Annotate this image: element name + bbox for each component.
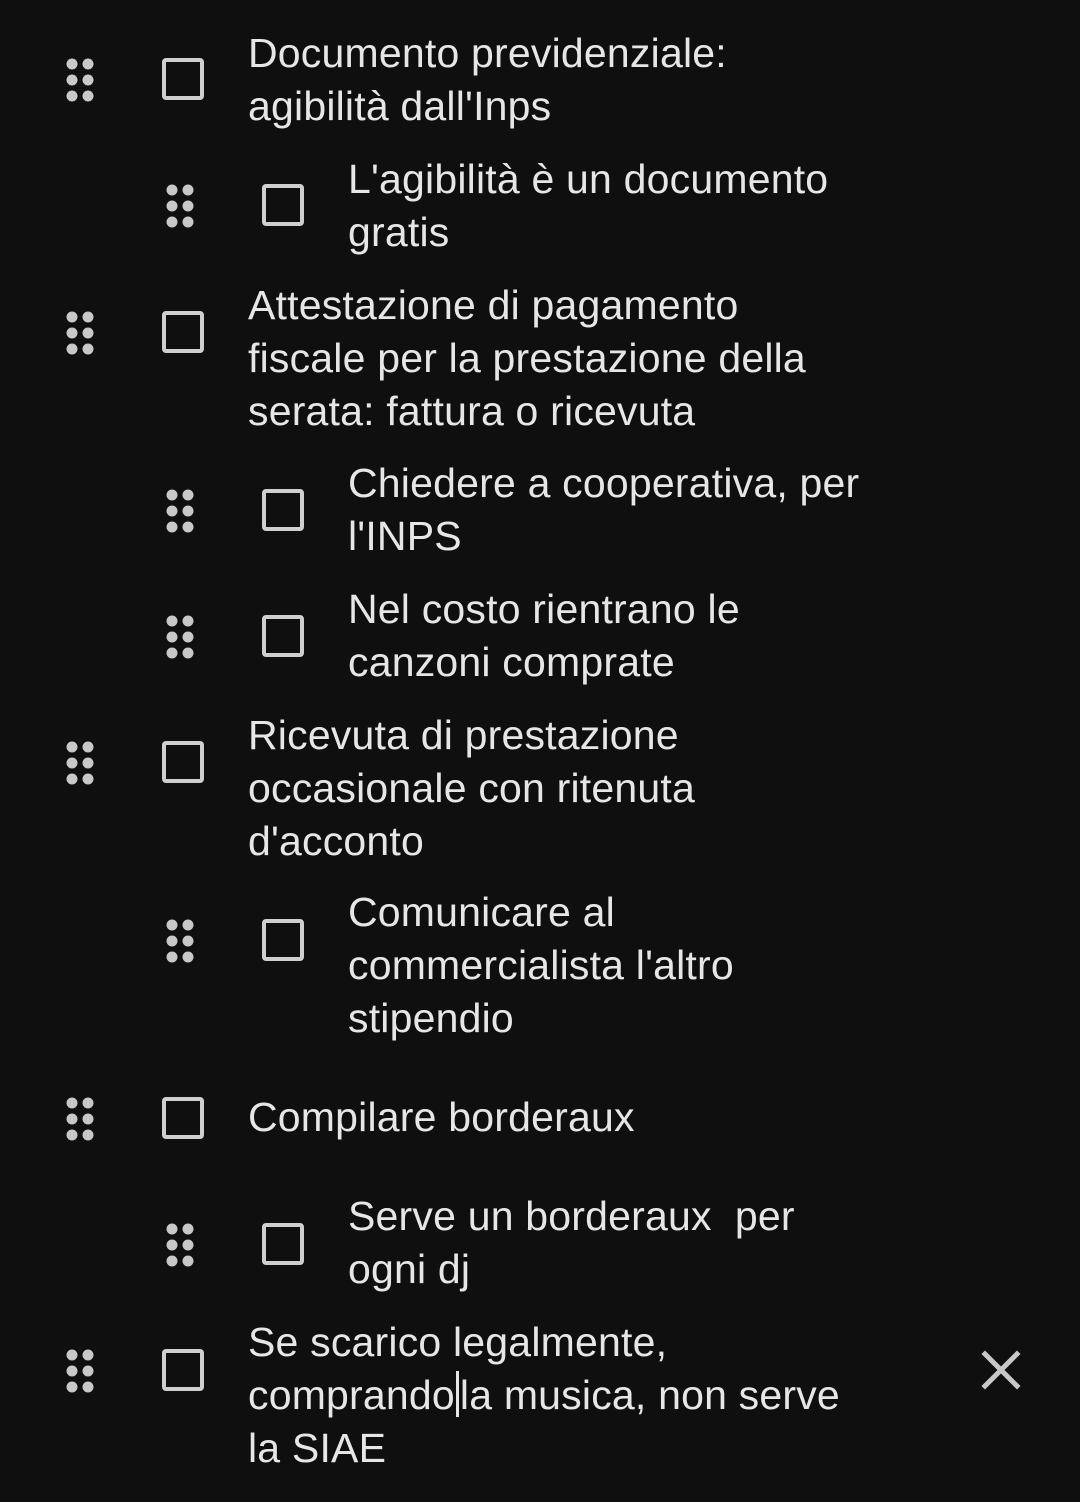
item-text[interactable] [248, 1091, 635, 1144]
drag-handle-icon[interactable] [66, 58, 94, 102]
item-checkbox[interactable] [262, 1223, 304, 1265]
item-text[interactable] [348, 1190, 795, 1296]
item-checkbox[interactable] [262, 919, 304, 961]
item-text-line: Serve un borderaux per [348, 1193, 795, 1239]
item-text[interactable] [248, 709, 695, 868]
item-text-line: agibilità dall'Inps [248, 83, 552, 129]
item-text-line: Nel costo rientrano le [348, 586, 740, 632]
item-text-line: stipendio [348, 995, 514, 1041]
item-text-editor[interactable] [248, 1316, 840, 1475]
item-checkbox[interactable] [162, 1349, 204, 1391]
item-checkbox[interactable] [262, 184, 304, 226]
text-caret [456, 1371, 459, 1417]
item-checkbox[interactable] [162, 58, 204, 100]
item-text-line: la SIAE [248, 1425, 387, 1471]
item-text[interactable] [348, 153, 828, 259]
item-text-line: gratis [348, 209, 450, 255]
drag-handle-icon[interactable] [166, 184, 194, 228]
item-text[interactable] [248, 279, 806, 438]
item-text-line: Se scarico legalmente, [248, 1319, 668, 1365]
item-checkbox[interactable] [162, 741, 204, 783]
item-checkbox[interactable] [162, 1097, 204, 1139]
item-text[interactable] [348, 583, 740, 689]
item-text[interactable] [248, 27, 727, 133]
item-text-line: serata: fattura o ricevuta [248, 388, 696, 434]
item-text-line: Comunicare al [348, 889, 615, 935]
drag-handle-icon[interactable] [166, 489, 194, 533]
close-icon[interactable] [977, 1346, 1025, 1394]
item-text-line: Compilare borderaux [248, 1094, 635, 1140]
drag-handle-icon[interactable] [66, 741, 94, 785]
item-text-line: fiscale per la prestazione della [248, 335, 806, 381]
item-checkbox[interactable] [262, 615, 304, 657]
text-before-caret: comprando [248, 1372, 455, 1418]
drag-handle-icon[interactable] [66, 1097, 94, 1141]
item-text[interactable] [348, 457, 859, 563]
item-checkbox[interactable] [162, 311, 204, 353]
item-text-line: occasionale con ritenuta [248, 765, 695, 811]
item-text-line: Documento previdenziale: [248, 30, 727, 76]
item-text-line: Ricevuta di prestazione [248, 712, 679, 758]
text-after-caret: la musica, non serve [459, 1372, 840, 1418]
item-text-line: Attestazione di pagamento [248, 282, 739, 328]
item-text-line: canzoni comprate [348, 639, 675, 685]
item-text-line: d'acconto [248, 818, 425, 864]
item-text-line [248, 1369, 840, 1422]
drag-handle-icon[interactable] [166, 615, 194, 659]
item-text-line: l'INPS [348, 513, 462, 559]
drag-handle-icon[interactable] [66, 1349, 94, 1393]
item-text-line: ogni dj [348, 1246, 471, 1292]
drag-handle-icon[interactable] [66, 311, 94, 355]
drag-handle-icon[interactable] [166, 1223, 194, 1267]
item-checkbox[interactable] [262, 489, 304, 531]
item-text-line: L'agibilità è un documento [348, 156, 829, 202]
drag-handle-icon[interactable] [166, 919, 194, 963]
item-text[interactable] [348, 886, 734, 1045]
item-text-line: commercialista l'altro [348, 942, 734, 988]
item-text-line: Chiedere a cooperativa, per [348, 460, 860, 506]
